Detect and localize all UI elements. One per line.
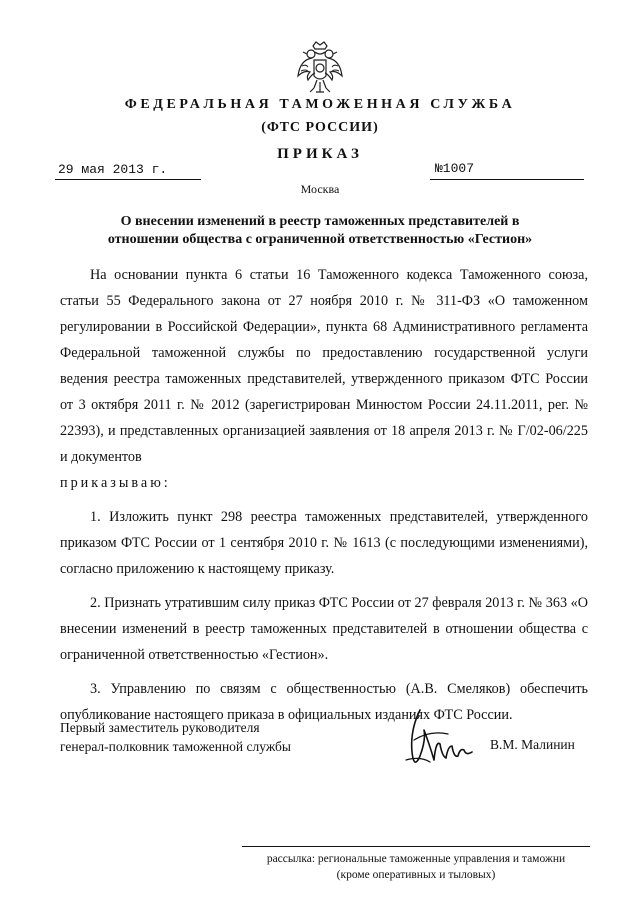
title-line-1: О внесении изменений в реестр таможенных представителей в	[120, 214, 520, 229]
signer-name: В.М. Малинин	[490, 737, 575, 752]
number-underline	[430, 179, 584, 180]
organization-abbreviation: (ФТС РОССИИ)	[261, 120, 379, 135]
document-type: ПРИКАЗ	[277, 146, 363, 162]
signer-position	[60, 718, 291, 756]
russian-double-headed-eagle-icon	[296, 40, 344, 96]
document-body	[60, 262, 588, 728]
organization-name: ФЕДЕРАЛЬНАЯ ТАМОЖЕННАЯ СЛУЖБА	[124, 97, 516, 112]
document-date: 29 мая 2013 г.	[58, 162, 168, 177]
order-item-3: 3. Управлению по связям с общественностью (А.В. Смеляков) обеспечить опубликование настоящего приказа в официальных изданиях ФТС России.	[60, 681, 588, 723]
distribution-list	[232, 851, 600, 883]
document-city: Москва	[300, 182, 340, 196]
order-item-1: 1. Изложить пункт 298 реестра таможенных представителей, утвержденного приказом ФТС России от 1 сентября 2010 г. № 1613 (с последующими изменениями), согласно приложению к настоящему приказу.	[60, 509, 588, 577]
order-item-2: 2. Признать утратившим силу приказ ФТС России от 27 февраля 2013 г. № 363 «О внесении изменений в реестр таможенных представителей в отношении общества с ограниченной ответственностью «Гестион».	[60, 595, 588, 663]
signer-position-line-2: генерал-полковник таможенной службы	[60, 739, 291, 754]
signer-position-line-1: Первый заместитель руководителя	[60, 720, 260, 735]
document-title	[70, 213, 570, 249]
order-word: приказываю:	[60, 475, 171, 491]
title-line-2: отношении общества с ограниченной ответственностью «Гестион»	[107, 232, 533, 247]
document-number: №1007	[435, 161, 475, 176]
distribution-line-1: рассылка: региональные таможенные управления и таможни	[266, 853, 566, 865]
handwritten-signature-icon	[400, 700, 478, 778]
distribution-divider	[242, 846, 590, 847]
preamble-paragraph: На основании пункта 6 статьи 16 Таможенного кодекса Таможенного союза, статьи 55 Федерального закона от 27 ноября 2010 г. № 311-ФЗ «О таможенном регулировании в Российской Федерации», пункта 68 Административного регламента Федеральной таможенной службы по предоставлению государственной услуги ведения реестра таможенных представителей, утвержденного приказом ФТС России от 3 октября 2011 г. № 2012 (зарегистрирован Минюстом России 24.11.2011, рег. № 22393), и представленных организацией заявления от 18 апреля 2013 г. № Г/02-06/225 и документов	[60, 267, 588, 465]
distribution-line-2: (кроме оперативных и тыловых)	[336, 869, 496, 881]
date-underline	[55, 179, 201, 180]
